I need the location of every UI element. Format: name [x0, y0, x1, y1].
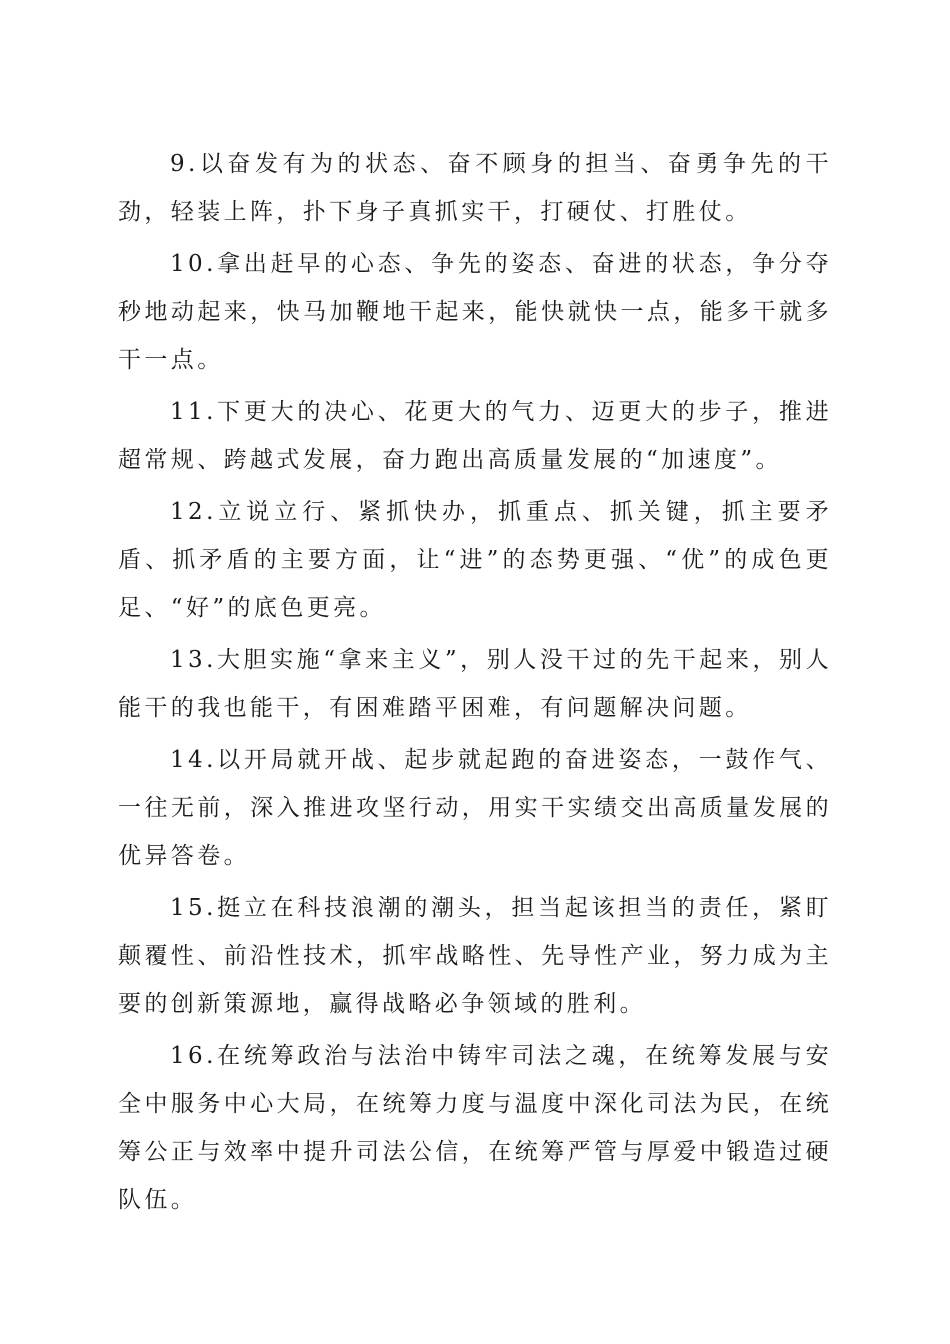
paragraph-9: 9.以奋发有为的状态、奋不顾身的担当、奋勇争先的干劲，轻装上阵，扑下身子真抓实干，打硬仗、打胜仗。 [118, 151, 832, 225]
paragraph-12: 12.立说立行、紧抓快办，抓重点、抓关键，抓主要矛盾、抓矛盾的主要方面，让“进”的态势更强、“优”的成色更足、“好”的底色更亮。 [118, 499, 832, 621]
paragraph-13: 13.大胆实施“拿来主义”，别人没干过的先干起来，别人能干的我也能干，有困难踏平困难，有问题解决问题。 [118, 647, 832, 721]
paragraph-16: 16.在统筹政治与法治中铸牢司法之魂，在统筹发展与安全中服务中心大局，在统筹力度与温度中深化司法为民，在统筹公正与效率中提升司法公信，在统筹严管与厚爱中锻造过硬队伍。 [118, 1043, 832, 1213]
paragraph-10: 10.拿出赶早的心态、争先的姿态、奋进的状态，争分夺秒地动起来，快马加鞭地干起来，能快就快一点，能多干就多干一点。 [118, 251, 832, 373]
paragraph-11: 11.下更大的决心、花更大的气力、迈更大的步子，推进超常规、跨越式发展，奋力跑出高质量发展的“加速度”。 [118, 399, 832, 473]
document-body [118, 140, 832, 1228]
paragraph-15: 15.挺立在科技浪潮的潮头，担当起该担当的责任，紧盯颠覆性、前沿性技术，抓牢战略性、先导性产业，努力成为主要的创新策源地，赢得战略必争领域的胜利。 [118, 895, 832, 1017]
paragraph-14: 14.以开局就开战、起步就起跑的奋进姿态，一鼓作气、一往无前，深入推进攻坚行动，用实干实绩交出高质量发展的优异答卷。 [118, 747, 832, 869]
